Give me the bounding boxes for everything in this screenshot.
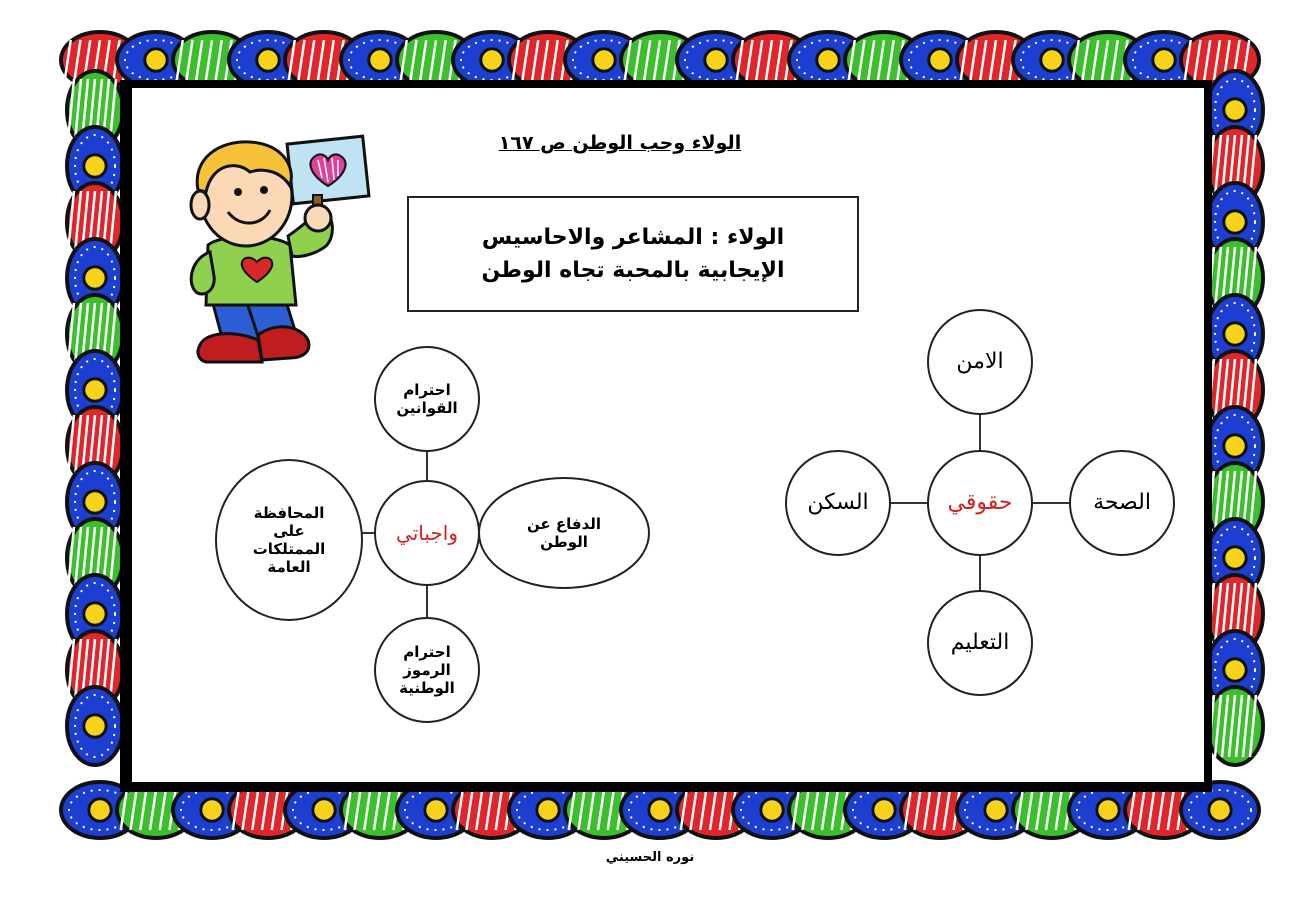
right-education: التعليم [950, 629, 1010, 655]
duty-defend-nation: الدفاع عن الوطن [526, 515, 602, 551]
right-security: الامن [956, 348, 1004, 374]
page-title: الولاء وحب الوطن ص ١٦٧ [498, 132, 742, 154]
right-health: الصحة [1093, 489, 1151, 515]
duty-preserve-public-property: المحافظة على الممتلكات العامة [252, 504, 326, 576]
duties-center-label: واجباتي [396, 521, 458, 545]
definition-text: الولاء : المشاعر والاحاسيس الإيجابية بالمحبة تجاه الوطن [481, 225, 785, 283]
duty-respect-laws: احترام القوانين [396, 381, 458, 417]
rights-center-label: حقوقي [947, 489, 1013, 515]
right-housing: السكن [807, 489, 869, 515]
author-credit: نوره الحسيني [605, 850, 695, 865]
definition-box [407, 196, 859, 312]
duty-respect-national-symbols: احترام الرموز الوطنية [399, 643, 455, 697]
